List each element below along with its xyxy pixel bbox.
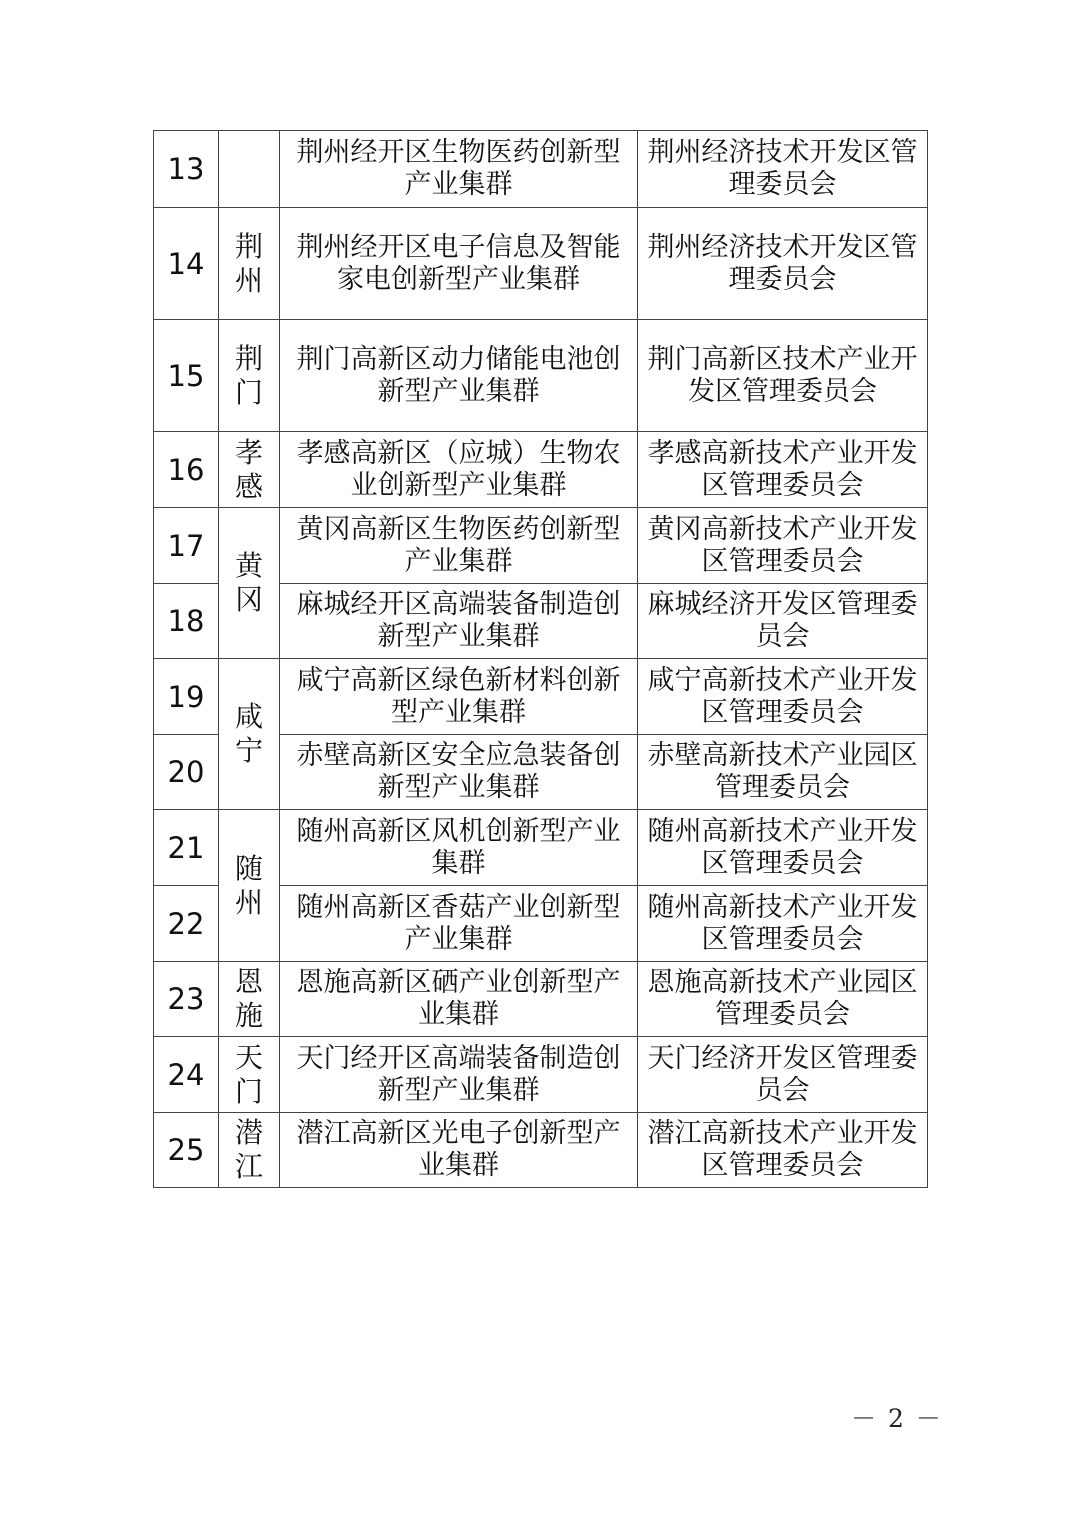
managing-org-cell xyxy=(638,1113,928,1188)
managing-org: 孝感高新技术产业开发区管理委员会 xyxy=(647,437,918,501)
managing-org-cell xyxy=(638,432,928,508)
cluster-name-cell xyxy=(280,584,638,659)
managing-org: 荆州经济技术开发区管理委员会 xyxy=(647,137,918,200)
city-name: 荆门 xyxy=(234,341,263,409)
cluster-name-cell xyxy=(280,886,638,962)
cluster-name-cell xyxy=(280,432,638,508)
managing-org: 咸宁高新技术产业开发区管理委员会 xyxy=(647,664,918,728)
city-name: 孝感 xyxy=(234,435,263,503)
city-cell xyxy=(219,810,280,962)
managing-org-cell xyxy=(638,131,928,208)
table-row xyxy=(154,962,928,1037)
cluster-name: 随州高新区香菇产业创新型产业集群 xyxy=(296,891,621,955)
row-number: 18 xyxy=(154,584,219,659)
managing-org: 黄冈高新技术产业开发区管理委员会 xyxy=(647,513,918,577)
cluster-name-cell xyxy=(280,320,638,432)
table-row xyxy=(154,508,928,584)
managing-org: 赤壁高新技术产业园区管理委员会 xyxy=(647,740,918,803)
row-number: 20 xyxy=(154,735,219,810)
cluster-name: 荆州经开区生物医药创新型产业集群 xyxy=(296,137,621,200)
managing-org: 随州高新技术产业开发区管理委员会 xyxy=(647,891,918,955)
row-number: 15 xyxy=(154,320,219,432)
table-row xyxy=(154,1113,928,1188)
managing-org: 恩施高新技术产业园区管理委员会 xyxy=(647,967,918,1030)
city-cell xyxy=(219,508,280,659)
city-name: 恩施 xyxy=(234,965,263,1032)
table-row xyxy=(154,131,928,208)
cluster-name-cell xyxy=(280,508,638,584)
table-row xyxy=(154,1037,928,1113)
managing-org-cell xyxy=(638,1037,928,1113)
city-cell xyxy=(219,1037,280,1113)
managing-org-cell xyxy=(638,584,928,659)
row-number: 17 xyxy=(154,508,219,584)
table-row xyxy=(154,659,928,735)
cluster-name: 孝感高新区（应城）生物农业创新型产业集群 xyxy=(296,437,621,501)
city-name: 随州 xyxy=(234,851,263,919)
city-cell xyxy=(219,131,280,208)
city-name: 黄冈 xyxy=(234,549,263,616)
table-row xyxy=(154,432,928,508)
row-number: 19 xyxy=(154,659,219,735)
cluster-name: 赤壁高新区安全应急装备创新型产业集群 xyxy=(296,740,621,803)
cluster-name-cell xyxy=(280,659,638,735)
row-number: 22 xyxy=(154,886,219,962)
city-cell xyxy=(219,320,280,432)
managing-org-cell xyxy=(638,208,928,320)
city-cell xyxy=(219,208,280,320)
row-number: 21 xyxy=(154,810,219,886)
city-name: 天门 xyxy=(234,1040,263,1108)
cluster-name-cell xyxy=(280,962,638,1037)
cluster-name: 恩施高新区硒产业创新型产业集群 xyxy=(296,967,621,1030)
page-number: － 2 － xyxy=(851,1404,943,1433)
row-number: 14 xyxy=(154,208,219,320)
cluster-name-cell xyxy=(280,810,638,886)
city-cell xyxy=(219,1113,280,1188)
cluster-name-cell xyxy=(280,735,638,810)
managing-org-cell xyxy=(638,508,928,584)
row-number: 25 xyxy=(154,1113,219,1188)
managing-org-cell xyxy=(638,320,928,432)
managing-org: 天门经济开发区管理委员会 xyxy=(647,1042,918,1106)
managing-org: 随州高新技术产业开发区管理委员会 xyxy=(647,815,918,879)
city-cell xyxy=(219,659,280,810)
cluster-name-cell xyxy=(280,208,638,320)
cluster-name-cell xyxy=(280,1037,638,1113)
table-row xyxy=(154,320,928,432)
city-name: 咸宁 xyxy=(234,700,263,767)
table-row xyxy=(154,810,928,886)
managing-org-cell xyxy=(638,810,928,886)
table-row xyxy=(154,208,928,320)
city-name: 潜江 xyxy=(234,1116,263,1183)
managing-org-cell xyxy=(638,962,928,1037)
cluster-name-cell xyxy=(280,131,638,208)
cluster-name: 咸宁高新区绿色新材料创新型产业集群 xyxy=(296,664,621,728)
row-number: 23 xyxy=(154,962,219,1037)
cluster-name: 黄冈高新区生物医药创新型产业集群 xyxy=(296,513,621,577)
row-number: 13 xyxy=(154,131,219,208)
managing-org: 麻城经济开发区管理委员会 xyxy=(647,589,918,652)
cluster-name: 潜江高新区光电子创新型产业集群 xyxy=(296,1118,621,1181)
cluster-table xyxy=(153,130,928,1188)
managing-org-cell xyxy=(638,659,928,735)
managing-org-cell xyxy=(638,735,928,810)
city-cell xyxy=(219,432,280,508)
cluster-name: 麻城经开区高端装备制造创新型产业集群 xyxy=(296,589,621,652)
city-cell xyxy=(219,962,280,1037)
city-name: 荆州 xyxy=(234,229,263,297)
managing-org: 荆门高新区技术产业开发区管理委员会 xyxy=(647,343,918,407)
cluster-name: 随州高新区风机创新型产业集群 xyxy=(296,815,621,879)
cluster-name: 荆门高新区动力储能电池创新型产业集群 xyxy=(296,343,621,407)
managing-org-cell xyxy=(638,886,928,962)
cluster-name: 天门经开区高端装备制造创新型产业集群 xyxy=(296,1042,621,1106)
cluster-name: 荆州经开区电子信息及智能家电创新型产业集群 xyxy=(296,231,621,295)
managing-org: 荆州经济技术开发区管理委员会 xyxy=(647,231,918,295)
row-number: 24 xyxy=(154,1037,219,1113)
managing-org: 潜江高新技术产业开发区管理委员会 xyxy=(647,1118,918,1181)
cluster-name-cell xyxy=(280,1113,638,1188)
row-number: 16 xyxy=(154,432,219,508)
